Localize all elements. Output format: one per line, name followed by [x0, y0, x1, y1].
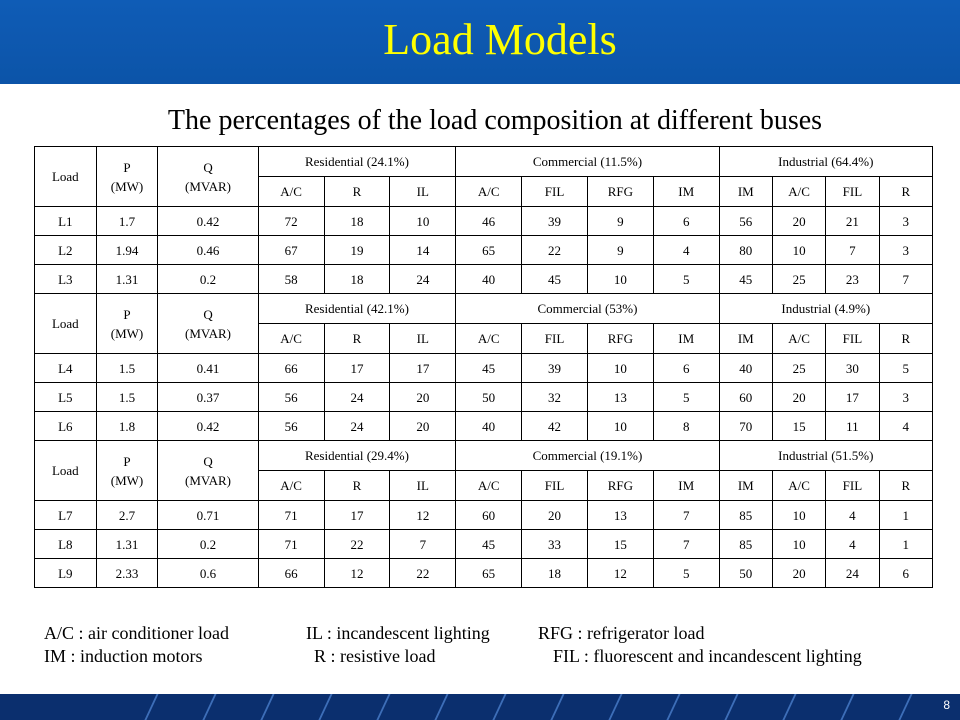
table-cell: 0.46: [158, 236, 258, 265]
table-cell: 18: [324, 265, 390, 294]
load-id-cell: L6: [35, 412, 97, 441]
sub-col-header: FIL: [826, 324, 879, 354]
q-header-line: (MVAR): [185, 472, 232, 488]
p-header: [96, 441, 158, 501]
table-cell: 45: [719, 265, 772, 294]
table-cell: 32: [522, 383, 588, 412]
sub-col-header: FIL: [522, 471, 588, 501]
sub-col-header: RFG: [587, 471, 653, 501]
table-cell: 1.94: [96, 236, 158, 265]
table-cell: 5: [879, 354, 932, 383]
slide-title: Load Models: [383, 15, 617, 64]
table-cell: 7: [653, 501, 719, 530]
table-cell: 3: [879, 236, 932, 265]
table-cell: 0.6: [158, 559, 258, 588]
q-header-line: Q: [203, 453, 213, 469]
table-cell: 1.31: [96, 265, 158, 294]
table-cell: 1.5: [96, 354, 158, 383]
table-cell: 10: [587, 354, 653, 383]
p-header-line: (MW): [110, 472, 144, 488]
table-cell: 15: [587, 530, 653, 559]
table-cell: 10: [587, 412, 653, 441]
table-cell: 85: [719, 501, 772, 530]
footer-decoration: [664, 694, 683, 720]
table-cell: 6: [879, 559, 932, 588]
table-cell: 56: [719, 207, 772, 236]
load-id-cell: L9: [35, 559, 97, 588]
table-cell: 7: [390, 530, 456, 559]
table-cell: 24: [324, 412, 390, 441]
table-cell: 12: [324, 559, 390, 588]
table-cell: 60: [456, 501, 522, 530]
sub-col-header: IM: [653, 324, 719, 354]
load-id-cell: L5: [35, 383, 97, 412]
group-header-row: [35, 294, 933, 324]
table-cell: 10: [772, 501, 825, 530]
table-cell: 11: [826, 412, 879, 441]
table-row: [35, 530, 933, 559]
sub-col-header: A/C: [456, 324, 522, 354]
footer-decoration: [142, 694, 161, 720]
table-cell: 1.31: [96, 530, 158, 559]
load-id-cell: L4: [35, 354, 97, 383]
commercial-header: Commercial (11.5%): [456, 147, 719, 177]
table-cell: 10: [390, 207, 456, 236]
footer-decoration: [316, 694, 335, 720]
table-cell: 65: [456, 559, 522, 588]
table-cell: 17: [390, 354, 456, 383]
table-cell: 25: [772, 265, 825, 294]
sub-col-header: FIL: [522, 177, 588, 207]
group-header-row: [35, 441, 933, 471]
table-cell: 71: [258, 530, 324, 559]
table-cell: 24: [324, 383, 390, 412]
industrial-header: Industrial (4.9%): [719, 294, 932, 324]
sub-col-header: R: [324, 471, 390, 501]
table-cell: 50: [456, 383, 522, 412]
sub-col-header: IM: [719, 177, 772, 207]
table-cell: 13: [587, 383, 653, 412]
table-cell: 39: [522, 207, 588, 236]
table-cell: 9: [587, 236, 653, 265]
table-row: [35, 383, 933, 412]
table-cell: 22: [390, 559, 456, 588]
table-cell: 2.7: [96, 501, 158, 530]
footer-decoration: [780, 694, 799, 720]
table-cell: 5: [653, 383, 719, 412]
table-cell: 50: [719, 559, 772, 588]
sub-col-header: IM: [719, 471, 772, 501]
sub-col-header: R: [879, 471, 932, 501]
footer-decoration: [548, 694, 567, 720]
table-cell: 40: [456, 412, 522, 441]
table-cell: 19: [324, 236, 390, 265]
table-cell: 3: [879, 383, 932, 412]
table-cell: 6: [653, 354, 719, 383]
footer-decoration: [200, 694, 219, 720]
table-cell: 39: [522, 354, 588, 383]
sub-col-header: FIL: [826, 471, 879, 501]
table-cell: 42: [522, 412, 588, 441]
table-cell: 1: [879, 501, 932, 530]
sub-col-header: IM: [653, 177, 719, 207]
sub-col-header: A/C: [772, 471, 825, 501]
sub-col-header: A/C: [772, 324, 825, 354]
residential-header: Residential (29.4%): [258, 441, 456, 471]
table-cell: 25: [772, 354, 825, 383]
table-cell: 40: [719, 354, 772, 383]
footer-decoration: [838, 694, 857, 720]
table-cell: 17: [826, 383, 879, 412]
table-cell: 5: [653, 265, 719, 294]
table-cell: 80: [719, 236, 772, 265]
table-cell: 72: [258, 207, 324, 236]
sub-col-header: IL: [390, 471, 456, 501]
table-cell: 14: [390, 236, 456, 265]
sub-col-header: R: [324, 177, 390, 207]
table-cell: 7: [826, 236, 879, 265]
table-cell: 4: [653, 236, 719, 265]
table-cell: 70: [719, 412, 772, 441]
table-cell: 4: [826, 530, 879, 559]
table-row: [35, 412, 933, 441]
sub-col-header: R: [879, 324, 932, 354]
sub-col-header: RFG: [587, 177, 653, 207]
load-composition-table: [34, 146, 933, 588]
p-header-line: (MW): [110, 325, 144, 341]
q-header-line: (MVAR): [185, 325, 232, 341]
table-cell: 20: [772, 559, 825, 588]
table-cell: 4: [826, 501, 879, 530]
page-number: 8: [943, 698, 950, 712]
load-id-cell: L2: [35, 236, 97, 265]
sub-col-header: IL: [390, 324, 456, 354]
sub-col-header: IM: [653, 471, 719, 501]
table-cell: 0.41: [158, 354, 258, 383]
table-cell: 10: [772, 236, 825, 265]
table-cell: 0.2: [158, 265, 258, 294]
table-cell: 0.71: [158, 501, 258, 530]
legend-r: R : resistive load: [314, 646, 436, 666]
legend-row: [44, 622, 862, 645]
table-cell: 21: [826, 207, 879, 236]
table-cell: 3: [879, 207, 932, 236]
table-cell: 12: [587, 559, 653, 588]
table-cell: 7: [653, 530, 719, 559]
table-cell: 5: [653, 559, 719, 588]
legend-rfg: RFG : refrigerator load: [538, 623, 705, 643]
table-cell: 58: [258, 265, 324, 294]
sub-col-header: RFG: [587, 324, 653, 354]
legend-fil: FIL : fluorescent and incandescent lighting: [553, 646, 862, 666]
table-row: [35, 501, 933, 530]
table-cell: 6: [653, 207, 719, 236]
table-cell: 1.8: [96, 412, 158, 441]
industrial-header: Industrial (51.5%): [719, 441, 932, 471]
table-cell: 67: [258, 236, 324, 265]
table-cell: 2.33: [96, 559, 158, 588]
table-cell: 45: [456, 530, 522, 559]
table-cell: 24: [826, 559, 879, 588]
table-cell: 12: [390, 501, 456, 530]
table-cell: 1.7: [96, 207, 158, 236]
table-cell: 9: [587, 207, 653, 236]
footer-decoration: [258, 694, 277, 720]
table-cell: 7: [879, 265, 932, 294]
sub-col-header: A/C: [258, 471, 324, 501]
load-header: Load: [35, 147, 97, 207]
q-header: [158, 441, 258, 501]
footer-decoration: [722, 694, 741, 720]
legend-ac: A/C : air conditioner load: [44, 623, 229, 643]
residential-header: Residential (42.1%): [258, 294, 456, 324]
table-cell: 56: [258, 383, 324, 412]
sub-col-header: R: [324, 324, 390, 354]
table-cell: 4: [879, 412, 932, 441]
q-header: [158, 147, 258, 207]
table-cell: 46: [456, 207, 522, 236]
table-row: [35, 354, 933, 383]
table-cell: 45: [522, 265, 588, 294]
load-id-cell: L1: [35, 207, 97, 236]
load-header: Load: [35, 294, 97, 354]
table-cell: 30: [826, 354, 879, 383]
table-cell: 66: [258, 559, 324, 588]
table-cell: 71: [258, 501, 324, 530]
table-cell: 22: [522, 236, 588, 265]
load-id-cell: L8: [35, 530, 97, 559]
table-cell: 85: [719, 530, 772, 559]
load-id-cell: L7: [35, 501, 97, 530]
table-cell: 1: [879, 530, 932, 559]
table-cell: 17: [324, 501, 390, 530]
table-cell: 56: [258, 412, 324, 441]
footer-decoration: [374, 694, 393, 720]
table-cell: 0.2: [158, 530, 258, 559]
legend-row: [44, 645, 862, 668]
sub-col-header: FIL: [522, 324, 588, 354]
table-row: [35, 236, 933, 265]
sub-col-header: A/C: [258, 177, 324, 207]
table-cell: 45: [456, 354, 522, 383]
footer-bar: [0, 694, 960, 720]
table-row: [35, 559, 933, 588]
table-cell: 24: [390, 265, 456, 294]
table-row: [35, 265, 933, 294]
table-cell: 18: [324, 207, 390, 236]
q-header: [158, 294, 258, 354]
footer-decoration: [490, 694, 509, 720]
legend-il: IL : incandescent lighting: [306, 623, 490, 643]
table-cell: 66: [258, 354, 324, 383]
load-id-cell: L3: [35, 265, 97, 294]
footer-decoration: [896, 694, 915, 720]
sub-col-header: FIL: [826, 177, 879, 207]
table-cell: 10: [587, 265, 653, 294]
footer-decoration: [606, 694, 625, 720]
table-cell: 20: [390, 383, 456, 412]
table-cell: 20: [522, 501, 588, 530]
sub-col-header: A/C: [258, 324, 324, 354]
table-cell: 20: [772, 383, 825, 412]
sub-col-header: A/C: [772, 177, 825, 207]
p-header-line: P: [123, 159, 131, 175]
table-cell: 20: [772, 207, 825, 236]
sub-col-header: A/C: [456, 177, 522, 207]
p-header-line: P: [123, 453, 131, 469]
table-cell: 40: [456, 265, 522, 294]
p-header-line: P: [123, 306, 131, 322]
table-cell: 17: [324, 354, 390, 383]
p-header-line: (MW): [110, 178, 144, 194]
title-bar: [0, 0, 960, 84]
table-cell: 0.42: [158, 412, 258, 441]
table-cell: 1.5: [96, 383, 158, 412]
legend: [44, 622, 862, 668]
sub-col-header: R: [879, 177, 932, 207]
residential-header: Residential (24.1%): [258, 147, 456, 177]
table-cell: 0.37: [158, 383, 258, 412]
q-header-line: Q: [203, 306, 213, 322]
table-cell: 18: [522, 559, 588, 588]
table-cell: 8: [653, 412, 719, 441]
q-header-line: (MVAR): [185, 178, 232, 194]
table-cell: 13: [587, 501, 653, 530]
sub-col-header: IM: [719, 324, 772, 354]
group-header-row: [35, 147, 933, 177]
load-header: Load: [35, 441, 97, 501]
slide-subtitle: The percentages of the load composition at different buses: [167, 105, 823, 136]
table-cell: 22: [324, 530, 390, 559]
table-cell: 60: [719, 383, 772, 412]
table-cell: 20: [390, 412, 456, 441]
table-cell: 0.42: [158, 207, 258, 236]
commercial-header: Commercial (19.1%): [456, 441, 719, 471]
table-cell: 23: [826, 265, 879, 294]
p-header: [96, 294, 158, 354]
legend-im: IM : induction motors: [44, 646, 203, 666]
p-header: [96, 147, 158, 207]
table-cell: 33: [522, 530, 588, 559]
q-header-line: Q: [203, 159, 213, 175]
table-row: [35, 207, 933, 236]
footer-decoration: [432, 694, 451, 720]
table-cell: 10: [772, 530, 825, 559]
sub-col-header: A/C: [456, 471, 522, 501]
sub-col-header: IL: [390, 177, 456, 207]
table-cell: 65: [456, 236, 522, 265]
commercial-header: Commercial (53%): [456, 294, 719, 324]
table-cell: 15: [772, 412, 825, 441]
industrial-header: Industrial (64.4%): [719, 147, 932, 177]
